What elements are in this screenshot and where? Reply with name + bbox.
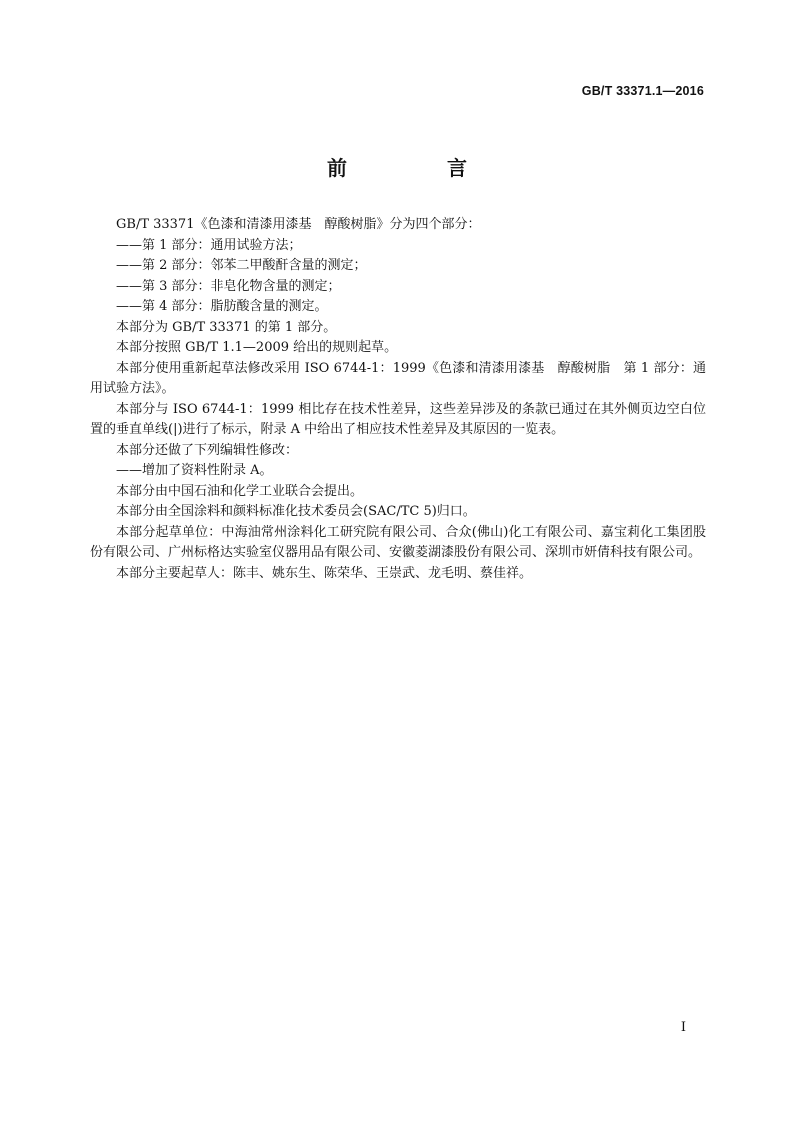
paragraph-part-4: ——第 4 部分：脂肪酸含量的测定。 [116,299,328,314]
page-number: I [680,1020,686,1035]
paragraph-parts-intro: GB/T 33371《色漆和清漆用漆基 醇酸树脂》分为四个部分： [116,217,481,232]
paragraph-drafting-units: 本部分起草单位：中海油常州涂料化工研究院有限公司、合众(佛山)化工有限公司、嘉宝莉化工集团股份有限公司、广州标格达实验室仪器用品有限公司、安徽菱湖漆股份有限公司、深圳市妍倩科技有限公司。 [90,524,706,560]
paragraph-technical-committee: 本部分由全国涂料和颜料标准化技术委员会(SAC/TC 5)归口。 [116,504,476,519]
paragraph-part-1: ——第 1 部分：通用试验方法； [116,237,302,253]
paragraph-technical-differences: 本部分与 ISO 6744-1：1999 相比存在技术性差异，这些差异涉及的条款已通过在其外侧页边空白位置的垂直单线(|)进行了标示，附录 A 中给出了相应技术性差异及其原因的一览表。 [90,401,706,437]
paragraph-drafting-rules: 本部分按照 GB/T 1.1—2009 给出的规则起草。 [116,340,398,355]
paragraph-editorial-changes: 本部分还做了下列编辑性修改： [116,442,299,458]
paragraph-proposed-by: 本部分由中国石油和化学工业联合会提出。 [116,483,364,499]
paragraph-part-3: ——第 3 部分：非皂化物含量的测定； [116,278,341,294]
paragraph-drafters: 本部分主要起草人：陈丰、姚东生、陈荣华、王崇武、龙毛明、蔡佳祥。 [116,565,533,581]
page-title: 前 言 [327,156,507,180]
standard-code: GB/T 33371.1—2016 [581,84,704,98]
paragraph-part-2: ——第 2 部分：邻苯二甲酸酐含量的测定； [116,258,367,273]
paragraph-this-part: 本部分为 GB/T 33371 的第 1 部分。 [116,319,337,335]
paragraph-annex-added: ——增加了资料性附录 A。 [116,463,273,478]
paragraph-adoption: 本部分使用重新起草法修改采用 ISO 6744-1：1999《色漆和清漆用漆基 醇酸树脂 第 1 部分：通用试验方法》。 [90,360,706,396]
foreword-body [90,215,706,584]
